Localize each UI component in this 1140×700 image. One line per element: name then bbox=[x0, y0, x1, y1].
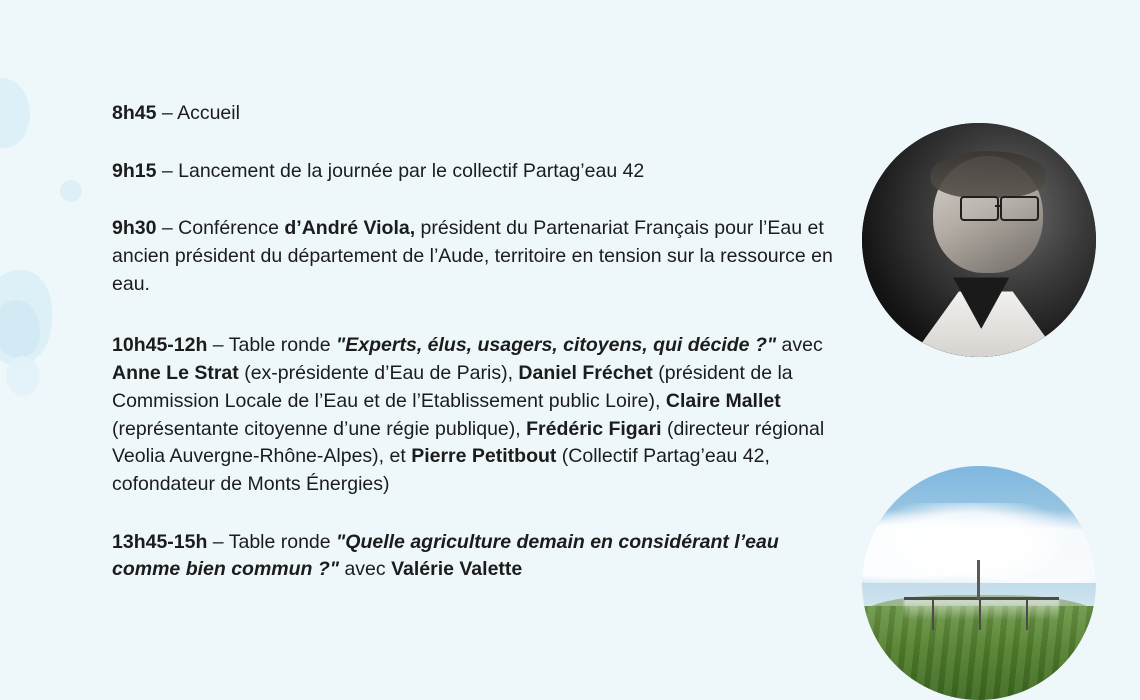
irrigation-tower bbox=[977, 560, 980, 600]
participant-name-2: Daniel Fréchet bbox=[518, 362, 653, 385]
entry-roundtable-title: "Experts, élus, usagers, citoyens, qui décide ?" bbox=[336, 334, 777, 357]
entry-time: 13h45-15h bbox=[112, 530, 208, 553]
portrait-photo-speaker bbox=[862, 123, 1096, 357]
entry-lead: Table ronde bbox=[228, 334, 337, 357]
entry-text-before: Conférence bbox=[178, 217, 285, 240]
decorative-blob-4 bbox=[0, 300, 40, 358]
entry-dash: – bbox=[156, 102, 178, 124]
participant-name-5: Pierre Petitbout bbox=[411, 445, 557, 468]
entry-lead: Table ronde bbox=[228, 530, 337, 553]
entry-text-after: président du Partenariat Français pour l’Eau et ancien président du département de l’Aude, territoire en tension sur la ressource en eau. bbox=[112, 217, 833, 295]
glasses-right-lens-icon bbox=[1000, 196, 1039, 221]
irrigation-spray bbox=[904, 599, 1058, 620]
program-entry-lancement bbox=[112, 158, 838, 186]
participant-role-2: (président de la Commission Locale de l’Eau et de l’Etablissement public Loire), bbox=[112, 362, 793, 412]
entry-text: Accueil bbox=[177, 102, 240, 124]
participant-role-4: (directeur régional Veolia Auvergne-Rhône-Alpes), et bbox=[112, 417, 825, 468]
entry-roundtable-title: "Quelle agriculture demain en considérant l’eau comme bien commun ?" bbox=[112, 530, 779, 581]
participant-name-1: Anne Le Strat bbox=[112, 362, 239, 385]
entry-after-title: avec bbox=[339, 558, 392, 581]
irrigation-pivot-boom bbox=[904, 597, 1058, 600]
irrigation-field-photo bbox=[862, 466, 1096, 700]
irrigation-leg-2 bbox=[979, 599, 981, 629]
decorative-blob-3 bbox=[0, 270, 52, 365]
entry-text: Lancement de la journée par le collectif Partag’eau 42 bbox=[178, 159, 645, 182]
entry-dash: – bbox=[156, 159, 179, 182]
entry-dash: – bbox=[207, 530, 229, 553]
entry-time: 9h30 bbox=[112, 217, 157, 240]
entry-time: 8h45 bbox=[112, 102, 157, 124]
program-entry-table-ronde-1 bbox=[112, 332, 838, 498]
irrigation-leg-3 bbox=[1026, 599, 1028, 629]
program-entry-accueil bbox=[112, 100, 838, 128]
entry-dash: – bbox=[207, 334, 229, 357]
decorative-blob-5 bbox=[6, 356, 40, 396]
decorative-blob-1 bbox=[0, 78, 30, 148]
decorative-blob-2 bbox=[60, 180, 82, 202]
participant-name-4: Frédéric Figari bbox=[526, 417, 662, 440]
participant-role-1: (ex-présidente d’Eau de Paris), bbox=[238, 362, 519, 385]
glasses-left-lens-icon bbox=[960, 196, 999, 221]
entry-dash: – bbox=[156, 217, 179, 240]
irrigation-leg-1 bbox=[932, 599, 934, 629]
program-entry-conference bbox=[112, 215, 838, 298]
portrait-image-content bbox=[862, 123, 1096, 357]
program-entry-table-ronde-2 bbox=[112, 529, 838, 584]
participant-name-3: Claire Mallet bbox=[665, 389, 781, 412]
glasses-bridge-icon bbox=[995, 205, 1001, 207]
participant-role-5: (Collectif Partag’eau 42, cofondateur de Monts Énergies) bbox=[112, 445, 770, 495]
participant-role-3: (représentante citoyenne d’une régie publique), bbox=[112, 417, 527, 440]
portrait-hair bbox=[931, 151, 1046, 198]
program-schedule-list bbox=[112, 100, 838, 584]
entry-time: 10h45-12h bbox=[112, 334, 208, 357]
participant-name-1: Valérie Valette bbox=[391, 558, 523, 581]
entry-time: 9h15 bbox=[112, 159, 157, 182]
entry-speaker-name: d’André Viola, bbox=[284, 217, 416, 240]
entry-after-title: avec bbox=[776, 334, 823, 357]
